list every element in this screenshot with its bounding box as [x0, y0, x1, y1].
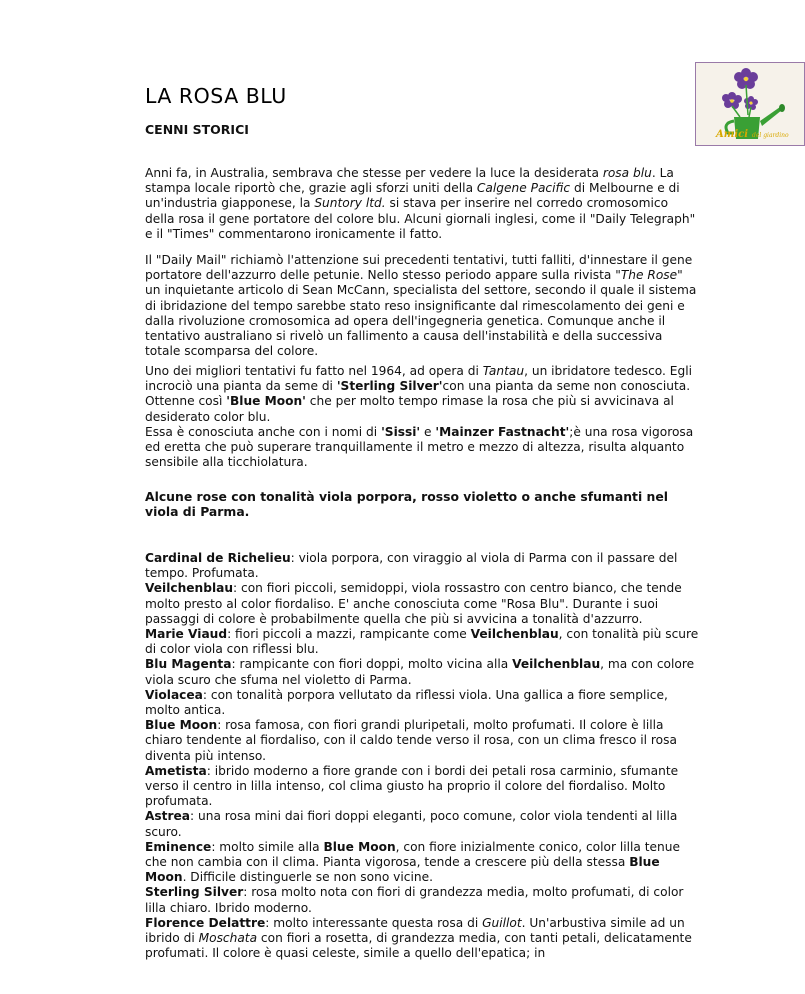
- text-run: : molto simile alla: [211, 839, 324, 854]
- text-run: Anni fa, in Australia, sembrava che stesse per vedere la luce la desiderata: [145, 166, 603, 180]
- paragraph-history-3: [145, 364, 700, 470]
- text-run: : viola porpora, con viraggio al viola di Parma con il passare del tempo. Profumata.: [145, 551, 678, 581]
- text-run: , ma con colore viola scuro che sfuma nel violetto di Parma.: [145, 657, 695, 687]
- svg-text:Amici: Amici: [716, 129, 749, 140]
- bold-text: Blue Moon: [145, 855, 660, 885]
- bold-text: Marie Viaud: [145, 627, 228, 642]
- text-run: : ibrido moderno a fiore grande con i bordi dei petali rosa carminio, sfumante verso il centro in lilla intenso, col clima giusto ha proprio il colore del fiordaliso. Molto profumata.: [145, 763, 679, 809]
- text-run: , con fiore inizialmente conico, color lilla tenue che non cambia con il clima. Pianta vigorosa, tende a crescere più della stessa: [145, 839, 680, 870]
- text-run: : rampicante con fiori doppi, molto vicina alla: [231, 657, 513, 672]
- italic-text: The Rose: [620, 268, 678, 283]
- rose-entry: [145, 840, 700, 886]
- bold-text: 'Sissi': [381, 424, 421, 439]
- bold-text: Astrea: [145, 809, 191, 824]
- italic-text: rosa blu: [602, 166, 652, 180]
- rose-list: [145, 551, 700, 961]
- text-run: : rosa famosa, con fiori grandi pluripetali, molto profumati. Il colore è lilla chiaro tendente al fiordaliso, con il caldo tende verso il rosa, con un clima fresco il rosa diventa più intenso.: [145, 718, 677, 763]
- rose-entry: [145, 627, 700, 657]
- bold-text: Sterling Silver: [145, 885, 244, 900]
- bold-text: Veilchenblau: [145, 581, 234, 596]
- bold-text: 'Blue Moon': [226, 394, 306, 409]
- roses-section-heading: Alcune rose con tonalità viola porpora, rosso violetto o anche sfumanti nel viola di Parma.: [145, 489, 668, 520]
- text-run: che per molto tempo rimase la rosa che più si avvicinava al desiderato color blu.: [145, 394, 674, 424]
- text-run: , con tonalità più scure di color viola con riflessi blu.: [145, 627, 699, 657]
- watering-can-flowers-icon: [696, 63, 804, 145]
- bold-text: Veilchenblau: [512, 657, 601, 672]
- text-run: e: [420, 424, 436, 439]
- text-run: si stava per inserire nel corredo cromosomico della rosa il gene portatore del colore blu. Alcuni giornali inglesi, come il "Daily Telegraph" e il "Times" commentarono ironicamente il fatto.: [145, 196, 696, 241]
- italic-text: Suntory ltd.: [314, 196, 386, 211]
- text-run: Essa è conosciuta anche con i nomi di: [145, 424, 382, 439]
- italic-text: Tantau: [482, 364, 525, 378]
- text-run: ;è una rosa vigorosa ed eretta che può superare tranquillamente il metro e mezzo di altezza, risulta alquanto sensibile alla ticchiolatura.: [145, 424, 694, 470]
- rose-entry: [145, 657, 700, 687]
- text-run: con una pianta da seme non conosciuta. Ottenne così: [145, 379, 691, 409]
- bold-text: Violacea: [145, 687, 203, 702]
- text-run: . Difficile distinguerle se non sono vicine.: [182, 870, 433, 885]
- amici-del-giardino-logo: [695, 62, 805, 146]
- text-run: . Un'arbustiva simile ad un ibrido di: [145, 915, 685, 946]
- section-subtitle: CENNI STORICI: [145, 122, 249, 137]
- text-run: : fiori piccoli a mazzi, rampicante come: [227, 627, 471, 642]
- text-run: : con tonalità porpora vellutato da riflessi viola. Una gallica a fiore semplice, molto antica.: [145, 687, 668, 718]
- rose-entry: [145, 688, 700, 718]
- bold-text: Blu Magenta: [145, 657, 232, 672]
- bold-text: Cardinal de Richelieu: [145, 551, 291, 565]
- text-run: , un ibridatore tedesco. Egli incrociò una pianta da seme di: [145, 364, 692, 394]
- rose-entry: [145, 809, 700, 839]
- text-run: " un inquietante articolo di Sean McCann, specialista del settore, secondo il quale il sistema di ibridazione del tempo sarebbe stato reso insignificante dal rimescolamento dei geni e dalla rivoluzione cromosomica ad opera dell'ingegneria genetica. Comunque anche il tentativo australiano si rivelò un fallimento a causa dell'instabilità e della successiva totale scomparsa del colore.: [145, 268, 697, 359]
- paragraph-history-2: [145, 253, 700, 359]
- paragraph-text: [145, 364, 700, 470]
- text-run: : con fiori piccoli, semidoppi, viola rossastro con centro bianco, che tende molto presto al color fiordaliso. E' anche conosciuta come "Rosa Blu". Durante i suoi passaggi di colore è probabilmente quella che più si avvicina a tonalità d'azzurro.: [145, 581, 682, 626]
- rose-entry: [145, 551, 700, 581]
- svg-text:del giardino: del giardino: [752, 132, 789, 139]
- rose-entry: [145, 581, 700, 627]
- rose-entry: [145, 764, 700, 810]
- text-run: Uno dei migliori tentativi fu fatto nel 1964, ad opera di: [145, 364, 483, 378]
- italic-text: Calgene Pacific: [476, 181, 571, 196]
- italic-text: Guillot: [482, 915, 522, 930]
- bold-text: Eminence: [145, 839, 212, 854]
- bold-text: 'Sterling Silver': [336, 379, 443, 394]
- text-run: : molto interessante questa rosa di: [265, 915, 483, 930]
- rose-entry: [145, 916, 700, 962]
- bold-text: Blue Moon: [323, 839, 396, 854]
- paragraph-history-1: [145, 166, 700, 242]
- bold-text: Ametista: [145, 763, 207, 778]
- text-run: Il "Daily Mail" richiamò l'attenzione sui precedenti tentativi, tutti falliti, d'innestare il gene portatore dell'azzurro delle petunie. Nello stesso periodo appare sulla rivista ": [145, 253, 693, 283]
- text-run: . La stampa locale riportò che, grazie agli sforzi uniti della: [145, 166, 674, 196]
- text-run: con fiori a rosetta, di grandezza media, con tanti petali, delicatamente profumati. Il colore è quasi celeste, simile a quello dell'epatica; in: [145, 931, 692, 961]
- paragraph-text: [145, 166, 700, 242]
- bold-text: 'Mainzer Fastnacht': [435, 424, 570, 439]
- italic-text: Moschata: [198, 931, 258, 946]
- rose-entry: [145, 718, 700, 764]
- bold-text: Veilchenblau: [470, 627, 559, 642]
- page-title: LA ROSA BLU: [145, 84, 287, 108]
- bold-text: Florence Delattre: [145, 915, 266, 930]
- text-run: : una rosa mini dai fiori doppi eleganti, poco comune, color viola tendenti al lilla scuro.: [145, 809, 678, 839]
- text-run: di Melbourne e di un'industria giapponese, la: [145, 181, 680, 211]
- paragraph-text: [145, 253, 700, 359]
- rose-entry: [145, 885, 700, 915]
- bold-text: Blue Moon: [145, 718, 218, 733]
- text-run: : rosa molto nota con fiori di grandezza media, molto profumati, di color lilla chiaro. Ibrido moderno.: [145, 885, 684, 915]
